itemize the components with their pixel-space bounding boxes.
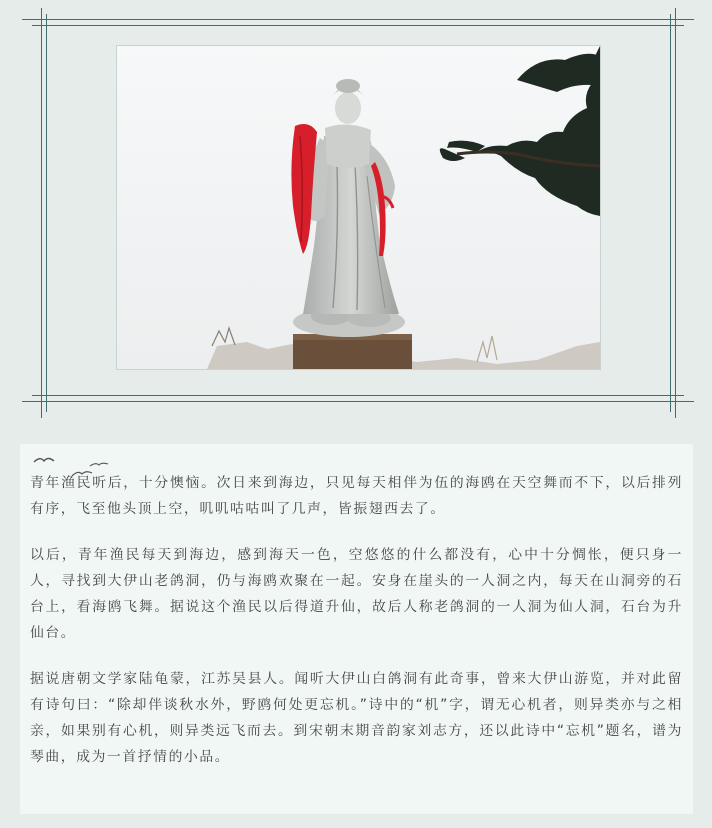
article-paragraph: 以后，青年渔民每天到海边，感到海天一色，空悠悠的什么都没有，心中十分惆怅，便只身一人，寻找到大伊山老鸽洞，仍与海鸥欢聚在一起。安身在崖头的一人洞之内，每天在山洞旁的石台上，看海鸥飞舞。据说这个渔民以后得道升仙，故后人称老鸽洞的一人洞为仙人洞，石台为升仙台。	[30, 547, 683, 641]
statue-icon	[117, 46, 600, 369]
frame-line-right-outer	[675, 8, 676, 418]
frame-line-right-inner	[670, 14, 671, 412]
frame-line-left-inner	[46, 14, 47, 412]
frame-line-bottom-inner	[32, 395, 684, 396]
statue-photo	[117, 46, 600, 369]
frame-line-left-outer	[41, 8, 42, 418]
frame-line-top-inner	[32, 25, 684, 26]
article-paragraph: 据说唐朝文学家陆龟蒙，江苏吴县人。闻听大伊山白鸽洞有此奇事，曾来大伊山游览，并对此留有诗句曰：“除却伴谈秋水外，野鸥何处更忘机。”诗中的“机”字，谓无心机者，则异类亦与之相亲，如果别有心机，则异类远飞而去。到宋朝末期音韵家刘志方，还以此诗中“忘机”题名，谱为琴曲，成为一首抒情的小品。	[30, 671, 683, 765]
frame-line-bottom-outer	[22, 401, 694, 402]
article-panel	[20, 444, 693, 814]
frame-line-top-outer	[22, 19, 694, 20]
article-paragraph: 青年渔民听后，十分懊恼。次日来到海边，只见每天相伴为伍的海鸥在天空舞而不下，以后排列有序，飞至他头顶上空，叽叽咕咕叫了几声，皆振翅西去了。	[30, 475, 683, 517]
birds-icon	[32, 452, 112, 476]
